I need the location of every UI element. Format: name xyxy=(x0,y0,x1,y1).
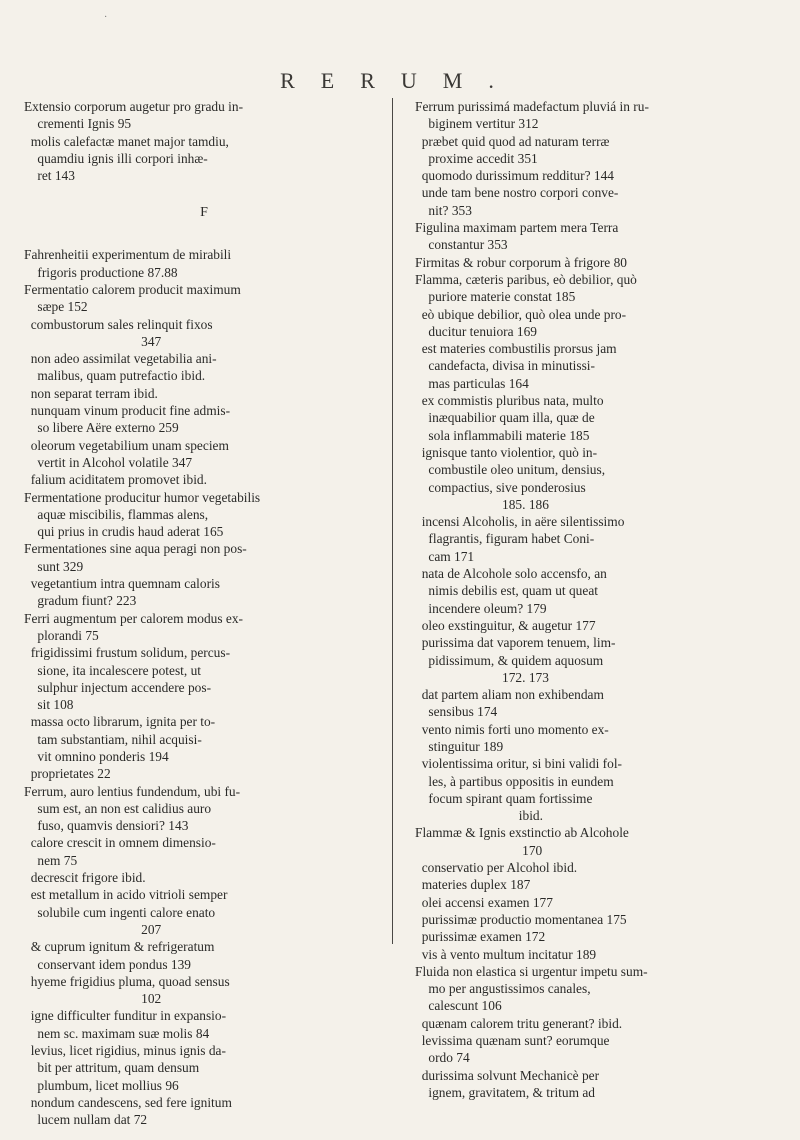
index-entry-line: malibus, quam putrefactio ibid. xyxy=(24,368,206,384)
index-entry-line: ignem, gravitatem, & tritum ad xyxy=(415,1084,595,1100)
section-letter: F xyxy=(200,204,208,220)
index-entry-line: levissima quænam sunt? eorumque xyxy=(415,1033,610,1049)
index-entry-line: crementi Ignis 95 xyxy=(24,116,132,132)
index-entry-line: decrescit frigore ibid. xyxy=(24,870,146,886)
index-entry-line: hyeme frigidius pluma, quoad sensus xyxy=(24,973,230,989)
index-entry-line: 347 xyxy=(24,333,162,349)
index-entry-line: ex commistis pluribus nata, multo xyxy=(415,393,604,409)
index-entry-line: ibid. xyxy=(415,808,543,824)
index-entry-line: lucem nullam dat 72 xyxy=(24,1112,148,1128)
index-entry-line: durissima solvunt Mechanicè per xyxy=(415,1067,600,1083)
index-entry-line: non separat terram ibid. xyxy=(24,385,158,401)
index-entry-line: frigoris productione 87.88 xyxy=(24,264,178,280)
index-entry-line: candefacta, divisa in minutissi- xyxy=(415,358,595,374)
index-entry-line: quomodo durissimum redditur? 144 xyxy=(415,168,614,184)
index-entry-line: combustorum sales relinquit fixos xyxy=(24,316,213,332)
index-entry-line: Flamma, cæteris paribus, eò debilior, quò xyxy=(415,271,637,287)
index-entry-line: tam substantiam, nihil acquisi- xyxy=(24,731,202,747)
index-entry-line: constantur 353 xyxy=(415,237,508,253)
index-entry-line: olei accensi examen 177 xyxy=(415,894,553,910)
index-entry-line: sensibus 174 xyxy=(415,704,498,720)
index-entry-line: mas particulas 164 xyxy=(415,375,529,391)
index-entry-line: bit per attritum, quam densum xyxy=(24,1060,200,1076)
index-entry-line: nondum candescens, sed fere ignitum xyxy=(24,1094,232,1110)
index-entry-line: Fermentatione producitur humor vegetabilis xyxy=(24,489,261,505)
index-entry-line: ret 143 xyxy=(24,168,75,184)
index-entry-line: conservatio per Alcohol ibid. xyxy=(415,860,578,876)
index-entry-line: vento nimis forti uno momento ex- xyxy=(415,721,609,737)
index-entry-line xyxy=(24,184,384,201)
index-entry-line: stinguitur 189 xyxy=(415,738,504,754)
index-entry-line: sæpe 152 xyxy=(24,299,88,315)
index-entry-line: aquæ miscibilis, flammas alens, xyxy=(24,506,209,522)
index-entry-line: plumbum, licet mollius 96 xyxy=(24,1077,179,1093)
index-entry-line: purissimæ productio momentanea 175 xyxy=(415,911,627,927)
index-entry-line: Figulina maximam partem mera Terra xyxy=(415,220,619,236)
index-entry-line: igne difficulter funditur in expansio- xyxy=(24,1008,227,1024)
index-entry-line: præbet quid quod ad naturam terræ xyxy=(415,133,610,149)
index-entry-line: quamdiu ignis illi corpori inhæ- xyxy=(24,150,208,166)
index-entry-line: molis calefactæ manet major tamdiu, xyxy=(24,133,229,149)
index-entry-line: eò ubique debilior, quò olea unde pro- xyxy=(415,306,627,322)
index-entry-line: nit? 353 xyxy=(415,202,472,218)
index-entry-line: vegetantium intra quemnam caloris xyxy=(24,576,220,592)
index-entry-line: dat partem aliam non exhibendam xyxy=(415,687,604,703)
index-entry-line: Fahrenheitii experimentum de mirabili xyxy=(24,247,232,263)
index-entry-line: nunquam vinum producit fine admis- xyxy=(24,403,231,419)
index-entry-line: nimis debilis est, quam ut queat xyxy=(415,583,598,599)
index-entry-line: 207 xyxy=(24,921,162,937)
index-entry-line: vis à vento multum incitatur 189 xyxy=(415,946,597,962)
index-entry-line: ordo 74 xyxy=(415,1050,470,1066)
index-entry-line: sum est, an non est calidius auro xyxy=(24,800,212,816)
index-entry-line: vit omnino ponderis 194 xyxy=(24,748,169,764)
index-entry-line: massa octo librarum, ignita per to- xyxy=(24,714,216,730)
index-entry-line: ignisque tanto violentior, quò in- xyxy=(415,444,598,460)
index-entry-line: proprietates 22 xyxy=(24,766,111,782)
index-entry-line: qui prius in crudis haud aderat 165 xyxy=(24,524,224,540)
index-entry-line: vertit in Alcohol volatile 347 xyxy=(24,454,193,470)
running-header: RERUM. xyxy=(280,68,520,93)
index-entry-line: focum spirant quam fortissime xyxy=(415,790,593,806)
index-entry-line: Ferrum, auro lentius fundendum, ubi fu- xyxy=(24,783,241,799)
index-entry-line: puriore materie constat 185 xyxy=(415,289,576,305)
index-entry-line: oleo exstinguitur, & augetur 177 xyxy=(415,617,596,633)
index-entry-line: proxime accedit 351 xyxy=(415,150,538,166)
index-entry-line: sulphur injectum accendere pos- xyxy=(24,679,212,695)
index-entry-line: flagrantis, figuram habet Coni- xyxy=(415,531,595,547)
index-entry-line: sione, ita incalescere potest, ut xyxy=(24,662,201,678)
index-entry-line: calescunt 106 xyxy=(415,998,502,1014)
index-entry-line: est materies combustilis prorsus jam xyxy=(415,341,617,357)
index-entry-line: combustile oleo unitum, densius, xyxy=(415,462,606,478)
index-entry-line: so libere Aëre externo 259 xyxy=(24,420,179,436)
index-entry-line: falium aciditatem promovet ibid. xyxy=(24,472,207,488)
column-rule xyxy=(392,98,393,944)
index-entry-line: purissima dat vaporem tenuem, lim- xyxy=(415,635,616,651)
index-entry-line: quænam calorem tritu generant? ibid. xyxy=(415,1015,623,1031)
index-entry-line: oleorum vegetabilium unam speciem xyxy=(24,437,229,453)
index-entry-line: Fluida non elastica si urgentur impetu sum- xyxy=(415,963,648,979)
index-entry-line: biginem vertitur 312 xyxy=(415,116,539,132)
index-entry-line: sola inflammabili materie 185 xyxy=(415,427,590,443)
index-entry-line: incendere oleum? 179 xyxy=(415,600,547,616)
index-entry-line: mo per angustissimos canales, xyxy=(415,981,591,997)
index-entry-line: non adeo assimilat vegetabilia ani- xyxy=(24,351,217,367)
index-entry-line: ducitur tenuiora 169 xyxy=(415,323,537,339)
margin-mark: · xyxy=(104,12,108,23)
index-entry-line: Fermentatio calorem producit maximum xyxy=(24,281,241,297)
index-entry-line: 102 xyxy=(24,991,162,1007)
index-entry-line: Extensio corporum augetur pro gradu in- xyxy=(24,99,244,114)
index-entry-line: Fermentationes sine aqua peragi non pos- xyxy=(24,541,247,557)
index-entry-line: violentissima oritur, si bini validi fol- xyxy=(415,756,622,772)
index-entry-line: Firmitas & robur corporum à frigore 80 xyxy=(415,254,627,270)
index-entry-line: fuso, quamvis densiori? 143 xyxy=(24,818,189,834)
index-entry-line: Flammæ & Ignis exstinctio ab Alcohole xyxy=(415,825,629,841)
index-entry-line: calore crescit in omnem dimensio- xyxy=(24,835,216,851)
index-entry-line: compactius, sive ponderosius xyxy=(415,479,586,495)
index-entry-line: gradum fiunt? 223 xyxy=(24,593,137,609)
index-entry-line: inæquabilior quam illa, quæ de xyxy=(415,410,595,426)
index-entry-line: unde tam bene nostro corpori conve- xyxy=(415,185,619,201)
left-column xyxy=(24,98,384,1129)
index-entry-line: & cuprum ignitum & refrigeratum xyxy=(24,939,215,955)
index-entry-line: conservant idem pondus 139 xyxy=(24,956,191,972)
index-entry-line: pidissimum, & quidem aquosum xyxy=(415,652,604,668)
index-entry-line: nata de Alcohole solo accensfo, an xyxy=(415,566,607,582)
index-entry-line: plorandi 75 xyxy=(24,627,99,643)
index-entry-line: nem sc. maximam suæ molis 84 xyxy=(24,1025,210,1041)
index-entry-line: Ferri augmentum per calorem modus ex- xyxy=(24,610,244,626)
index-entry-line: materies duplex 187 xyxy=(415,877,531,893)
index-entry-line: les, à partibus oppositis in eundem xyxy=(415,773,614,789)
index-entry-line xyxy=(24,229,384,246)
index-entry-line: 185. 186 xyxy=(415,496,549,512)
index-entry-line: 172. 173 xyxy=(415,669,549,685)
right-column xyxy=(415,98,775,1101)
index-entry-line: purissimæ examen 172 xyxy=(415,929,546,945)
index-entry-line: 170 xyxy=(415,842,543,858)
index-entry-line: sunt 329 xyxy=(24,558,84,574)
index-entry-line: solubile cum ingenti calore enato xyxy=(24,904,216,920)
index-entry-line: frigidissimi frustum solidum, percus- xyxy=(24,645,231,661)
index-entry-line: sit 108 xyxy=(24,697,74,713)
index-entry-line: Ferrum purissimá madefactum pluviá in ru- xyxy=(415,99,649,114)
index-entry-line: cam 171 xyxy=(415,548,475,564)
index-entry-line: levius, licet rigidius, minus ignis da- xyxy=(24,1043,226,1059)
index-entry-line: nem 75 xyxy=(24,852,78,868)
index-entry-line: est metallum in acido vitrioli semper xyxy=(24,887,228,903)
index-entry-line: incensi Alcoholis, in aëre silentissimo xyxy=(415,514,625,530)
